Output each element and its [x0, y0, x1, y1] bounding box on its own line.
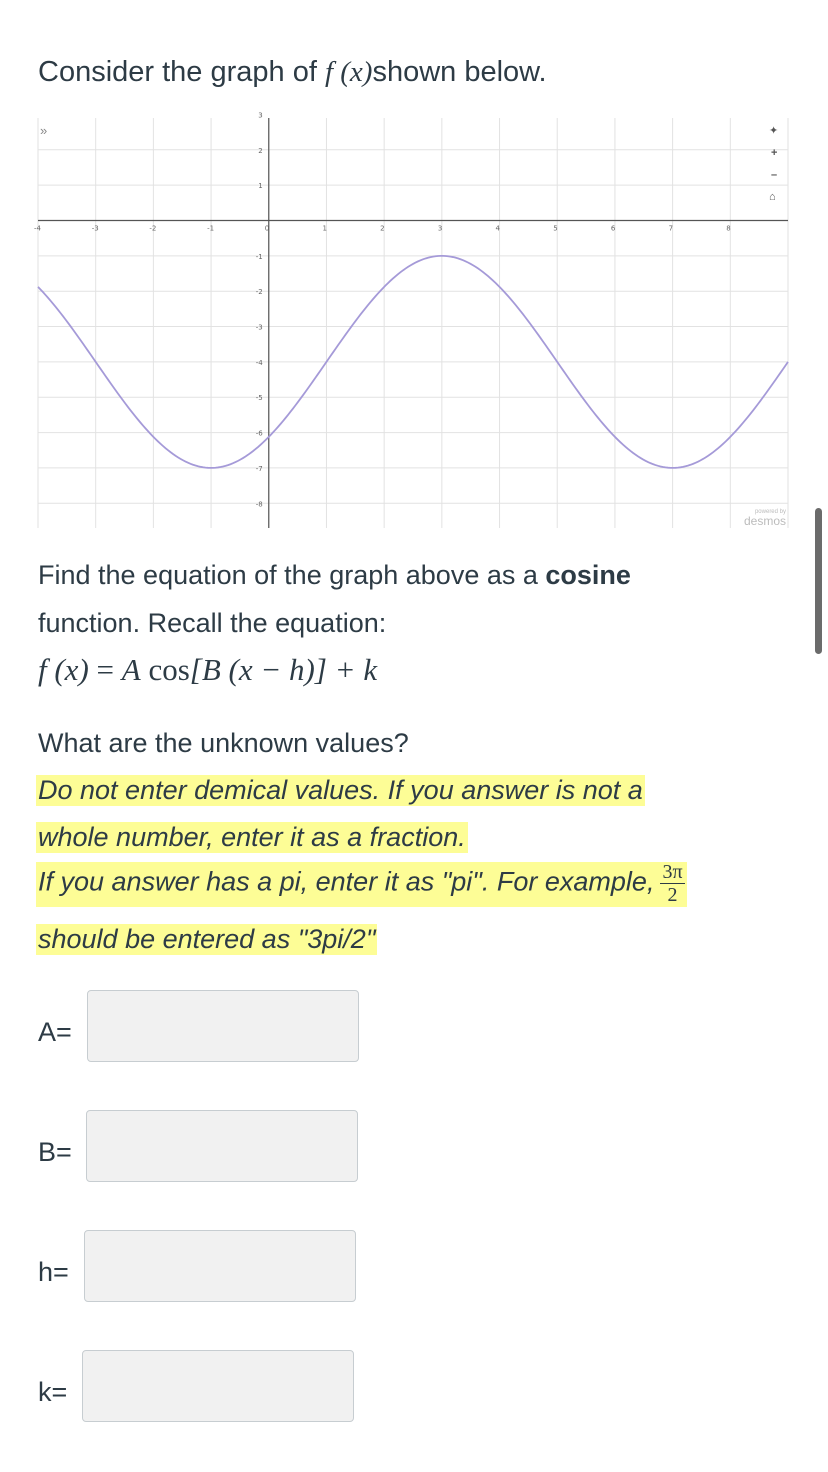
desmos-brand: desmos: [743, 514, 786, 528]
note-line-1: Do not enter demical values. If you answer is not a: [38, 775, 643, 805]
instruction-line-1: [38, 560, 631, 591]
x-tick-label: 3: [437, 224, 443, 233]
y-tick-label: 2: [258, 146, 263, 155]
answer-input-h[interactable]: [84, 1230, 356, 1302]
label-h: h=: [38, 1257, 69, 1287]
zoom-in-icon[interactable]: +: [771, 147, 778, 159]
answer-input-B[interactable]: [86, 1110, 358, 1182]
answer-input-A[interactable]: [87, 990, 359, 1062]
x-tick-label: 5: [553, 224, 558, 233]
intro-text-before: Consider the graph of: [38, 56, 325, 88]
question-text: What are the unknown values?: [38, 728, 409, 758]
x-tick-label: -3: [91, 224, 99, 233]
zoom-out-icon[interactable]: –: [771, 169, 778, 181]
intro-text-after: shown below.: [372, 56, 547, 88]
note-line-2: whole number, enter it as a fraction.: [38, 822, 466, 852]
home-icon[interactable]: ⌂: [769, 191, 776, 203]
x-tick-label: -2: [149, 224, 157, 233]
y-tick-label: 1: [258, 182, 263, 191]
note-line-3-text: If you answer has a pi, enter it as "pi". For example,: [38, 866, 655, 897]
y-tick-label: -6: [255, 429, 263, 438]
question-intro: [38, 56, 547, 89]
powered-by-text: powered by: [754, 509, 786, 515]
label-A: A=: [38, 1017, 72, 1047]
label-B: B=: [38, 1137, 72, 1167]
y-tick-label: -2: [255, 288, 263, 297]
x-tick-label: -1: [207, 224, 215, 233]
expand-list-icon[interactable]: »: [40, 123, 48, 138]
equation-rest: [B (x − h)] + k: [189, 652, 378, 687]
page-scrollbar[interactable]: [815, 508, 822, 654]
equation-cos: cos: [140, 652, 190, 687]
wrench-icon[interactable]: ✦: [769, 125, 779, 137]
y-tick-label: -7: [255, 464, 263, 473]
y-tick-label: 3: [258, 111, 263, 120]
y-tick-label: -1: [255, 252, 263, 261]
fraction-denominator: 2: [667, 884, 678, 906]
equation-equals: =: [88, 652, 122, 687]
y-tick-label: -4: [255, 358, 263, 367]
x-tick-label: 4: [495, 224, 501, 233]
y-tick-label: -5: [255, 394, 263, 403]
desmos-graph[interactable]: [34, 111, 788, 528]
instruction-bold-cosine: cosine: [545, 560, 631, 590]
x-tick-label: 0: [264, 224, 270, 233]
y-tick-label: -3: [255, 323, 263, 332]
x-tick-label: 8: [726, 224, 731, 233]
x-tick-label: 2: [380, 224, 385, 233]
example-fraction: [660, 862, 684, 905]
graph-canvas[interactable]: [34, 111, 788, 528]
fraction-numerator: 3π: [662, 861, 683, 883]
desmos-logo: [744, 509, 786, 527]
x-tick-label: -4: [34, 224, 41, 233]
equation-lhs: f (x): [38, 652, 89, 687]
instruction-line-2: function. Recall the equation:: [38, 608, 387, 638]
intro-fx: f (x): [324, 56, 373, 88]
x-tick-label: 7: [668, 224, 674, 233]
note-line-4: should be entered as "3pi/2": [38, 924, 376, 954]
equation-A: A: [121, 652, 141, 687]
x-tick-label: 6: [610, 224, 616, 233]
y-tick-label: -8: [255, 500, 263, 509]
general-equation: [38, 652, 377, 688]
label-k: k=: [38, 1377, 68, 1407]
answer-input-k[interactable]: [82, 1350, 354, 1422]
instruction-text: Find the equation of the graph above as a: [38, 560, 546, 590]
note-line-3: [36, 862, 687, 907]
x-tick-label: 1: [322, 224, 327, 233]
